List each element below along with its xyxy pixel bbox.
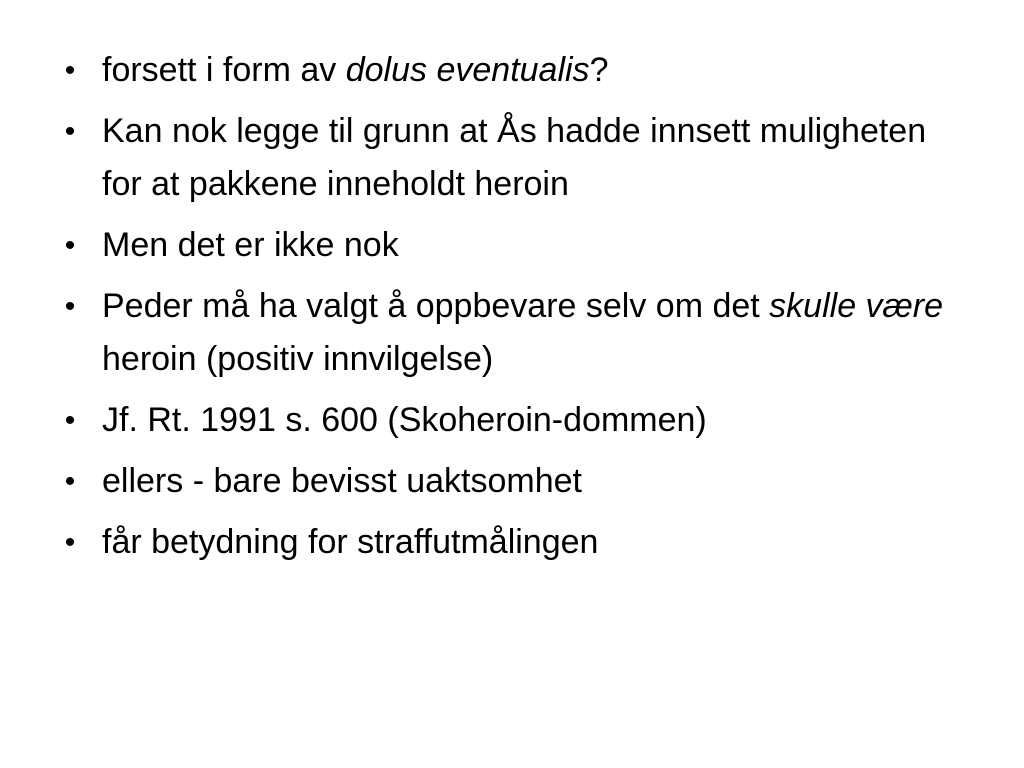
bullet-icon: • xyxy=(64,290,76,323)
bullet-text: forsett i form av dolus eventualis? xyxy=(102,51,609,89)
bullet-list xyxy=(60,44,960,577)
bullet-item-7 xyxy=(60,516,960,569)
bullet-icon: • xyxy=(64,229,76,262)
bullet-icon: • xyxy=(64,115,76,148)
bullet-text: ellers - bare bevisst uaktsomhet xyxy=(102,462,582,500)
bullet-item-3 xyxy=(60,219,960,272)
bullet-item-4 xyxy=(60,280,960,386)
bullet-icon: • xyxy=(64,54,76,87)
bullet-text: Men det er ikke nok xyxy=(102,226,399,264)
bullet-text: får betydning for straffutmålingen xyxy=(102,523,599,561)
bullet-icon: • xyxy=(64,465,76,498)
bullet-item-5 xyxy=(60,394,960,447)
bullet-item-6 xyxy=(60,455,960,508)
bullet-text: Peder må ha valgt å oppbevare selv om det skulle være heroin (positiv innvilgelse) xyxy=(102,287,944,378)
bullet-item-1 xyxy=(60,44,960,97)
bullet-icon: • xyxy=(64,404,76,437)
bullet-text: Jf. Rt. 1991 s. 600 (Skoheroin-dommen) xyxy=(102,401,707,439)
bullet-item-2 xyxy=(60,105,960,211)
bullet-text: Kan nok legge til grunn at Ås hadde innsett muligheten for at pakkene inneholdt heroin xyxy=(102,112,927,203)
bullet-icon: • xyxy=(64,526,76,559)
